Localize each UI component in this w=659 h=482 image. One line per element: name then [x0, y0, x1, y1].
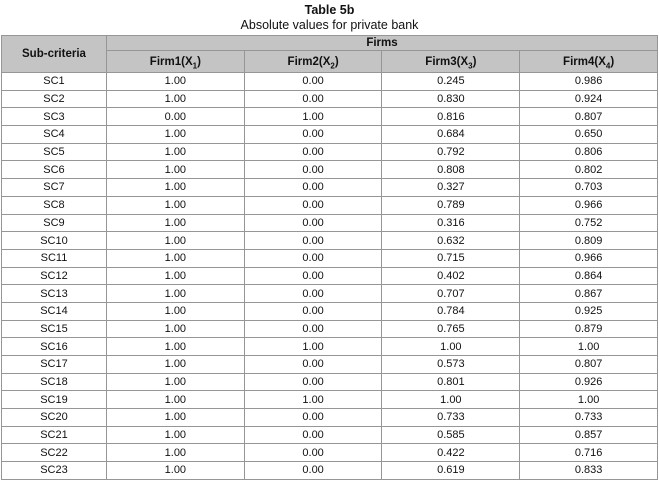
value-cell: 0.879: [520, 320, 658, 338]
subcriteria-cell: SC8: [1, 196, 106, 214]
value-cell: 0.867: [520, 285, 658, 303]
value-cell: 0.806: [520, 143, 658, 161]
value-cell: 1.00: [244, 108, 382, 126]
table-row: [1, 90, 657, 108]
value-cell: 0.801: [382, 373, 520, 391]
subcriteria-cell: SC14: [1, 302, 106, 320]
firm3-column-header: [382, 51, 520, 73]
subcriteria-cell: SC22: [1, 444, 106, 462]
value-cell: 1.00: [520, 338, 658, 356]
subcriteria-cell: SC7: [1, 179, 106, 197]
value-cell: 0.00: [244, 249, 382, 267]
value-cell: 0.327: [382, 179, 520, 197]
value-cell: 0.00: [244, 444, 382, 462]
subcriteria-cell: SC21: [1, 426, 106, 444]
table-row: [1, 249, 657, 267]
firm2-header-subscript: 2: [330, 60, 335, 70]
value-cell: 0.784: [382, 302, 520, 320]
value-cell: 0.733: [520, 409, 658, 427]
value-cell: 1.00: [106, 179, 244, 197]
value-cell: 0.619: [382, 462, 520, 480]
firm1-header-close: ): [197, 55, 201, 68]
firm2-header-close: ): [334, 55, 339, 68]
value-cell: 0.752: [520, 214, 658, 232]
table-row: [1, 143, 657, 161]
value-cell: 0.808: [382, 161, 520, 179]
firm1-header-subscript: 1: [192, 60, 198, 70]
value-cell: 0.715: [382, 249, 520, 267]
value-cell: 0.00: [244, 232, 382, 250]
value-cell: 1.00: [106, 302, 244, 320]
value-cell: 0.857: [520, 426, 658, 444]
subcriteria-cell: SC5: [1, 143, 106, 161]
firm3-header-close: ): [472, 55, 477, 68]
value-cell: 0.245: [382, 73, 520, 91]
value-cell: 1.00: [106, 90, 244, 108]
value-cell: 1.00: [106, 196, 244, 214]
firm4-header-close: ): [610, 55, 615, 68]
value-cell: 1.00: [106, 391, 244, 409]
value-cell: 1.00: [520, 391, 658, 409]
table-row: [1, 444, 657, 462]
value-cell: 0.807: [520, 356, 658, 374]
value-cell: 0.585: [382, 426, 520, 444]
value-cell: 1.00: [106, 285, 244, 303]
firm3-header-text: Firm3(X: [425, 55, 469, 68]
value-cell: 1.00: [106, 161, 244, 179]
table-caption: [0, 0, 659, 32]
value-cell: 1.00: [106, 373, 244, 391]
value-cell: 0.00: [244, 196, 382, 214]
table-number-label: Table 5b: [304, 3, 355, 17]
subcriteria-cell: SC2: [1, 90, 106, 108]
value-cell: 0.792: [382, 143, 520, 161]
table-row: [1, 338, 657, 356]
value-cell: 0.733: [382, 409, 520, 427]
subcriteria-cell: SC10: [1, 232, 106, 250]
subcriteria-cell: SC6: [1, 161, 106, 179]
table-row: [1, 462, 657, 480]
value-cell: 0.802: [520, 161, 658, 179]
firm4-header-subscript: 4: [605, 60, 611, 70]
value-cell: 0.00: [244, 462, 382, 480]
table-row: [1, 108, 657, 126]
table-row: [1, 426, 657, 444]
value-cell: 0.00: [244, 73, 382, 91]
value-cell: 1.00: [382, 391, 520, 409]
value-cell: 0.864: [520, 267, 658, 285]
table-body: [1, 73, 657, 480]
subcriteria-cell: SC9: [1, 214, 106, 232]
value-cell: 1.00: [106, 462, 244, 480]
table-subtitle: Absolute values for private bank: [240, 18, 419, 32]
subcriteria-column-header: Sub-criteria: [1, 36, 106, 73]
table-row: [1, 302, 657, 320]
firm2-header-text: Firm2(X: [287, 55, 331, 68]
value-cell: 1.00: [244, 391, 382, 409]
value-cell: 1.00: [106, 249, 244, 267]
value-cell: 0.807: [520, 108, 658, 126]
table-row: [1, 267, 657, 285]
value-cell: 0.00: [106, 108, 244, 126]
subcriteria-cell: SC18: [1, 373, 106, 391]
value-cell: 0.00: [244, 179, 382, 197]
subcriteria-cell: SC17: [1, 356, 106, 374]
value-cell: 1.00: [106, 444, 244, 462]
value-cell: 0.00: [244, 126, 382, 144]
table-row: [1, 232, 657, 250]
value-cell: 0.925: [520, 302, 658, 320]
table-header: [1, 36, 657, 73]
subcriteria-cell: SC1: [1, 73, 106, 91]
value-cell: 0.684: [382, 126, 520, 144]
subcriteria-cell: SC16: [1, 338, 106, 356]
value-cell: 1.00: [106, 338, 244, 356]
value-cell: 0.00: [244, 373, 382, 391]
value-cell: 1.00: [106, 126, 244, 144]
value-cell: 1.00: [106, 232, 244, 250]
value-cell: 1.00: [106, 73, 244, 91]
subcriteria-cell: SC15: [1, 320, 106, 338]
value-cell: 0.632: [382, 232, 520, 250]
value-cell: 0.00: [244, 409, 382, 427]
value-cell: 1.00: [106, 214, 244, 232]
value-cell: 0.833: [520, 462, 658, 480]
value-cell: 0.966: [520, 196, 658, 214]
value-cell: 0.00: [244, 356, 382, 374]
absolute-values-table: [1, 35, 658, 480]
value-cell: 0.924: [520, 90, 658, 108]
value-cell: 1.00: [106, 409, 244, 427]
table-row: [1, 285, 657, 303]
value-cell: 0.00: [244, 143, 382, 161]
value-cell: 0.00: [244, 320, 382, 338]
firm1-column-header: [106, 51, 244, 73]
value-cell: 1.00: [106, 356, 244, 374]
table-row: [1, 356, 657, 374]
value-cell: 1.00: [244, 338, 382, 356]
subcriteria-cell: SC3: [1, 108, 106, 126]
value-cell: 1.00: [106, 426, 244, 444]
table-row: [1, 161, 657, 179]
subcriteria-cell: SC13: [1, 285, 106, 303]
value-cell: 0.00: [244, 426, 382, 444]
table-row: [1, 179, 657, 197]
value-cell: 0.00: [244, 267, 382, 285]
firm2-column-header: [244, 51, 382, 73]
value-cell: 0.986: [520, 73, 658, 91]
value-cell: 0.422: [382, 444, 520, 462]
value-cell: 0.650: [520, 126, 658, 144]
value-cell: 0.316: [382, 214, 520, 232]
value-cell: 0.765: [382, 320, 520, 338]
subcriteria-cell: SC20: [1, 409, 106, 427]
value-cell: 0.00: [244, 161, 382, 179]
firm4-header-text: Firm4(X: [563, 55, 606, 68]
firm3-header-subscript: 3: [468, 60, 473, 70]
table-row: [1, 320, 657, 338]
value-cell: 0.402: [382, 267, 520, 285]
value-cell: 1.00: [106, 320, 244, 338]
value-cell: 0.00: [244, 90, 382, 108]
subcriteria-cell: SC23: [1, 462, 106, 480]
firm1-header-text: Firm1(X: [149, 55, 193, 68]
value-cell: 0.789: [382, 196, 520, 214]
firms-group-header: Firms: [106, 36, 657, 51]
value-cell: 0.00: [244, 285, 382, 303]
value-cell: 0.00: [244, 214, 382, 232]
subcriteria-cell: SC12: [1, 267, 106, 285]
table-row: [1, 126, 657, 144]
value-cell: 0.966: [520, 249, 658, 267]
subcriteria-cell: SC4: [1, 126, 106, 144]
table-row: [1, 196, 657, 214]
subcriteria-cell: SC11: [1, 249, 106, 267]
value-cell: 0.830: [382, 90, 520, 108]
subcriteria-cell: SC19: [1, 391, 106, 409]
value-cell: 0.926: [520, 373, 658, 391]
table-row: [1, 214, 657, 232]
value-cell: 0.573: [382, 356, 520, 374]
firm4-column-header: [520, 51, 658, 73]
value-cell: 1.00: [106, 267, 244, 285]
value-cell: 0.816: [382, 108, 520, 126]
value-cell: 0.707: [382, 285, 520, 303]
value-cell: 1.00: [382, 338, 520, 356]
table-row: [1, 391, 657, 409]
value-cell: 0.703: [520, 179, 658, 197]
value-cell: 0.809: [520, 232, 658, 250]
value-cell: 0.00: [244, 302, 382, 320]
table-row: [1, 409, 657, 427]
table-row: [1, 373, 657, 391]
value-cell: 1.00: [106, 143, 244, 161]
value-cell: 0.716: [520, 444, 658, 462]
table-row: [1, 73, 657, 91]
